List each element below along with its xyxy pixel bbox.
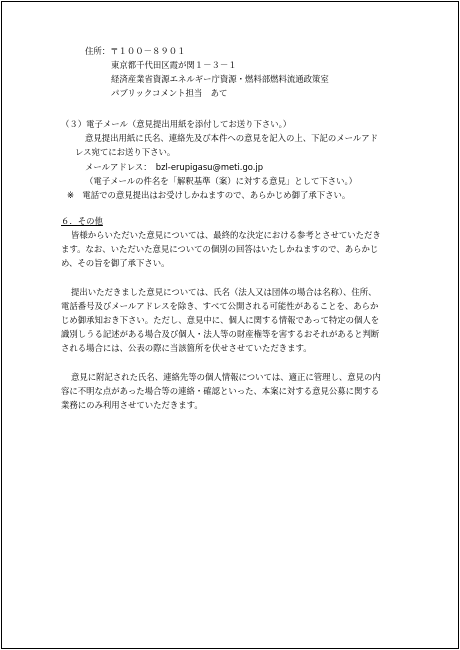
address-line-2: 経済産業省資源エネルギー庁資源・燃料部燃料流通政策室 (111, 74, 329, 84)
section-6-p2-line-5: される場合には、公表の際に当該箇所を伏せさせていただきます。 (61, 343, 312, 353)
section-6-p2-line-1: 提出いただきました意見については、氏名（法人又は団体の場合は名称）、住所、 (71, 287, 377, 297)
phone-note: ※ 電話での意見提出はお受けしかねますので、あらかじめ御了承下さい。 (67, 190, 351, 200)
section-6-p3-line-3: 業務にのみ利用させていただきます。 (61, 400, 203, 410)
section-6-p1-line-3: め、その旨を御了承下さい。 (61, 258, 170, 268)
section-6-p2-line-4: 識別しうる記述がある場合及び個人・法人等の財産権等を害するおそれがあると判断 (61, 329, 380, 339)
section-6-p3-line-1: 意見に附記された氏名、連絡先等の個人情報については、適正に管理し、意見の内 (71, 372, 381, 382)
email-heading: （３）電子メール（意見提出用紙を添付してお送り下さい。） (61, 119, 292, 129)
email-address-line: メールアドレス： bzl-erupigasu@meti.go.jp (85, 162, 264, 172)
address-line-1: 東京都千代田区霞が関１－３－１ (111, 60, 237, 70)
address-label: 住所：〒１００－８９０１ (85, 46, 186, 56)
section-6-p1-line-1: 皆様からいただいた意見については、最終的な決定における参考とさせていただき (71, 230, 381, 240)
address-line-3: パブリックコメント担当 あて (111, 88, 228, 98)
section-6-p2-line-3: じめ御承知おき下さい。ただし、意見中に、個人に関する情報であって特定の個人を (61, 315, 380, 325)
email-paragraph-line-1: 意見提出用紙に氏名、連絡先及び本件への意見を記入の上、下記のメールアド (85, 133, 378, 143)
section-6-p2-line-2: 電話番号及びメールアドレスを除き、すべて公開される可能性があることを、あらか (61, 301, 379, 311)
email-paragraph-line-2: レス宛てにお送り下さい。 (75, 147, 176, 157)
document-page (1, 1, 459, 649)
section-6-p3-line-2: 容に不明な点があった場合等の連絡・確認といった、本案に対する意見公募に関する (61, 386, 380, 396)
section-6-p1-line-2: ます。なお、いただいた意見についての個別の回答はいたしかねますので、あらかじ (61, 244, 379, 254)
email-subject-note: （電子メールの件名を「解釈基準（案）に対する意見」として下さい。） (85, 176, 358, 186)
section-6-heading: ６．その他 (61, 216, 103, 226)
